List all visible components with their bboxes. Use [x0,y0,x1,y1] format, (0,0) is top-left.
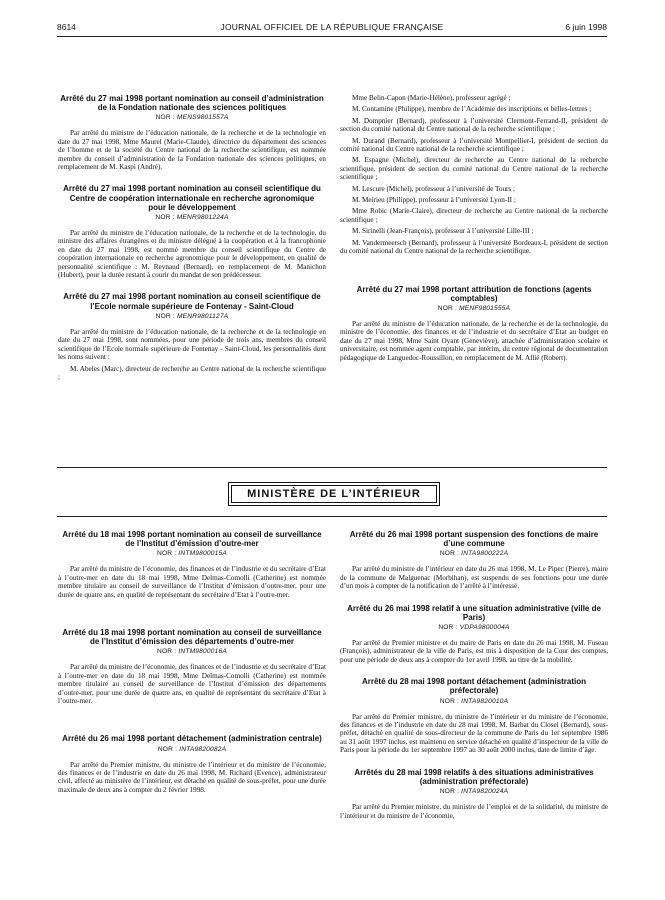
decree-title: Arrêté du 18 mai 1998 portant nomination au conseil de surveillance de l’Institut d’émission d’outre-mer [62,530,322,549]
decree-article [58,628,326,705]
issue-date: 6 juin 1998 [565,22,607,32]
decree-paragraph: Par arrêté du Premier ministre, du ministre de l’intérieur et du ministre de l’économie, des finances et de l’industrie en date du 28 mai 1998, M. Barbat du Closel (Bernard), sous-préfet, détaché en qualité de sous-directeur de la commune de Paris du 1er septembre 1986 au 31 août 1997 inclus, est maintenu en service détaché en qualité d’inspecteur de la ville de Paris pour la période du 1er septembre 1997 au 30 août 2000 inclus, date de limite d’âge. [340,712,608,755]
header-rule [57,36,607,37]
decree-paragraph: Par arrêté du ministre de l’éducation nationale, de la recherche et de la technologie en date du 27 mai 1998, Mme Maurel (Marie-Claude), directrice du département des sciences de l’homme et de la société du Centre national de la recherche scientifique, est nommée membre du conseil d’administration de la Fondation nationale des sciences politiques, en remplacement de M. Kaspi (André). [58,129,326,172]
decree-article [340,285,608,362]
nor-label: NOR : [157,745,180,753]
decree-title: Arrêté du 28 mai 1998 portant détachement (administration préfectorale) [361,677,587,696]
nor-code: INTA9820010A [461,697,509,705]
nor-code: INTM9800016A [178,648,227,656]
decree-title: Arrêtés du 28 mai 1998 relatifs à des situations administratives (administration préfectorale) [354,767,594,786]
nor-code: MENF9801555A [459,304,511,312]
decree-paragraph: Par arrêté du Premier ministre et du maire de Paris en date du 26 mai 1998, M. Fuseau (François), administrateur de la ville de Paris, est mis à disposition de la Cour des comptes, pour une période de deux ans à compter du 1er avril 1998, au titre de la mobilité. [340,639,608,664]
decree-title: Arrêté du 26 mai 1998 portant suspension des fonctions de maire d’une commune [349,530,599,549]
nor-reference [58,214,326,221]
column-bottom-left [58,530,326,797]
nominee-entry: M. Sirinelli (Jean-François), professeur à l’université Lille-III ; [352,227,534,236]
decree-article [58,530,326,599]
article-gap [58,602,326,628]
nor-reference [340,305,608,312]
decree-title: Arrêté du 27 mai 1998 portant attribution de fonctions (agents comptables) [356,284,592,303]
nor-code: MENR9801127A [176,312,229,320]
nor-code: INTA9800222A [461,550,509,558]
nominee-entry: M. Durand (Bernard), professeur à l’université Montpellier-I, président de section du comité national du Centre national de la recherche scientifique ; [340,136,608,154]
nor-label: NOR : [155,214,177,222]
nor-code: VDPA9800004A [459,624,510,632]
ministry-heading: MINISTÈRE DE L’INTÉRIEUR [231,485,437,503]
article-gap [58,174,326,184]
decree-title: Arrêté du 27 mai 1998 portant nomination au conseil scientifique du Centre de coopération internationale en recherche agronomique pour le développement [63,184,321,212]
decree-article [340,604,608,665]
column-top-right [340,94,608,365]
nominee-entry: M. Dompnier (Bernard), professeur à l’université Clermont-Ferrand-II, président de section du comité national du Centre national de la recherche scientifique ; [340,116,608,134]
nor-reference [58,550,326,557]
nor-label: NOR : [155,312,177,320]
decree-title: Arrêté du 26 mai 1998 portant détachement (administration centrale) [62,734,322,744]
article-gap [340,594,608,604]
nor-reference [58,648,326,655]
column-bottom-right [340,530,608,823]
nor-code: MENR9801224A [176,214,229,222]
article-gap [340,667,608,677]
nor-reference [58,114,326,121]
column-top-left [58,94,326,384]
nor-reference [58,313,326,320]
decree-paragraph: Par arrêté du ministre de l’éducation nationale, de la recherche et de la technologie en date du 27 mai 1998, sont nommées, pour une période de trois ans, membres du conseil scientifique de l’Ecole normale supérieure de Fontenay - Saint-Cloud, les personnalités dont les noms suivent : [58,327,326,362]
nor-label: NOR : [438,624,460,632]
nominee-entry: M. Lescure (Michel), professeur à l’université de Tours ; [352,184,516,193]
section-rule [57,467,607,468]
nor-code: INTA9820082A [179,745,227,753]
nominee-entry: M. Contamine (Philippe), membre de l’Académie des inscriptions et belles-lettres ; [352,105,592,114]
section-rule-lower [57,516,607,517]
ministry-heading-box [228,482,440,506]
decree-paragraph: Par arrêté du Premier ministre, du ministre de l’intérieur et du ministre de l’économie, des finances et de l’industrie en date du 26 mai 1998, M. Richard (Evence), administrateur civil, affecté au ministère de l’intérieur, est détaché en qualité de sous-préfet, pour une durée maximale de deux ans à compter du 2 février 1998. [58,760,326,794]
nor-reference [340,624,608,631]
decree-article [58,292,326,381]
column-top-right-articles [340,285,608,362]
nor-code: MENS9801557A [176,114,229,122]
nor-label: NOR : [437,304,460,312]
decree-article [340,768,608,820]
nor-label: NOR : [439,788,462,796]
nor-label: NOR : [157,550,179,558]
nor-label: NOR : [439,550,462,558]
decree-title: Arrêté du 26 mai 1998 relatif à une situation administrative (ville de Paris) [347,603,601,622]
decree-article [340,677,608,754]
decree-article [58,734,326,794]
article-gap [58,708,326,734]
decree-title: Arrêté du 18 mai 1998 portant nomination au conseil de surveillance de l’Institut d’émission des départements d’outre-mer [62,628,322,647]
nor-code: INTM9800015A [178,550,227,558]
decree-paragraph: Par arrêté du Premier ministre, du ministre de l’emploi et de la solidarité, du ministre de l’intérieur et du ministre de l’économie, [340,803,608,820]
page-number: 8614 [57,22,76,32]
nominee-entry: M. Espagne (Michel), directeur de recherche au Centre national de la recherche scientifique, président de section du comité national du Centre national de la recherche scientifique ; [340,156,608,182]
decree-paragraph: Par arrêté du ministre de l’économie, des finances et de l’industrie et du secrétaire d’Etat à l’outre-mer en date du 18 mai 1998, Mme Delmas-Comolli (Catherine) est nommée membre titulaire au conseil de surveillance de l’Institut d’émission d’outre-mer, pour une durée de quatre ans, en qualité de représentant du secrétaire d’Etat à l’outre-mer. [58,565,326,599]
nor-label: NOR : [439,697,462,705]
nominee-entry: M. Meirieu (Philippe), professeur à l’université Lyon-II ; [352,196,516,205]
nor-reference [340,550,608,557]
journal-title: JOURNAL OFFICIEL DE LA RÉPUBLIQUE FRANÇAISE [220,22,444,32]
article-gap [340,758,608,768]
decree-article [58,94,326,171]
decree-paragraph: Par arrêté du ministre de l’économie, des finances et de l’industrie et du secrétaire d’Etat à l’outre-mer en date du 18 mai 1998, Mme Delmas-Comolli (Catherine) est nommée membre titulaire au conseil de surveillance de l’Institut d’émission des départements d’outre-mer, pour une durée de quatre ans, en qualité de représentant du secrétaire d’Etat à l’outre-mer. [58,663,326,706]
decree-title: Arrêté du 27 mai 1998 portant nomination au conseil scientifique de l’Ecole normale supérieure de Fontenay - Saint-Cloud [63,292,321,311]
nor-label: NOR : [157,648,179,656]
decree-article [58,184,326,279]
nominee-entry: M. Vandermeersch (Bernard), professeur à l’université Bordeaux-I, président de section du comité national du Centre national de la recherche scientifique. [340,238,608,256]
nor-code: INTA9820024A [461,788,509,796]
nor-label: NOR : [155,114,177,122]
decree-paragraph: Par arrêté du ministre de l’éducation nationale, de la recherche et de la technologie, du ministre des affaires étrangères et du ministre délégué à la coopération et à la francophonie en date du 27 mai 1998, est nommé membre du conseil scientifique du Centre de coopération internationale en recherche agronomique pour le développement, en qualité de personnalité scientifique : M. Reynaud (Bernard), en remplacement de M. Manichon (Hubert), pour la durée restant à courir du mandat de son prédécesseur. [58,229,326,280]
nor-reference [58,746,326,753]
decree-paragraph: Par arrêté du ministre de l’éducation nationale, de la recherche et de la technologie, du ministre de l’économie, des finances et de l’industrie et du secrétaire d’Etat au budget en date du 27 mai 1998, Mme Saint Oyant (Geneviève), attachée d’administration scolaire et universitaire, est nommée agent comptable, par intérim, du centre régional de documentation pédagogique de Languedoc-Roussillon, en remplacement de M. Allié (Robert). [340,319,608,362]
decree-title: Arrêté du 27 mai 1998 portant nomination au conseil d’administration de la Fondation nationale des sciences politiques [60,94,324,113]
article-gap [58,282,326,292]
decree-paragraph: M. Abeles (Marc), directeur de recherche au Centre national de la recherche scientifique ; [58,364,326,381]
nominee-entry: Mme Belin-Capon (Marie-Hélène), professeur agrégé ; [352,94,511,102]
decree-paragraph: Par arrêté du ministre de l’intérieur en date du 26 mai 1998, M. Le Pipec (Pierre), maire de la commune de Malguenac (Morbihan), est suspendu de ses fonctions pour une durée d’un mois à compter de la notification de l’arrêté à l’intéressé. [340,565,608,591]
nor-reference [340,698,608,705]
decree-article [340,530,608,591]
nor-reference [340,788,608,795]
page-header [57,22,607,36]
nominee-list [340,94,608,256]
nominee-entry: Mme Robic (Marie-Claire), directeur de recherche au Centre national de la recherche scientifique ; [340,207,608,224]
